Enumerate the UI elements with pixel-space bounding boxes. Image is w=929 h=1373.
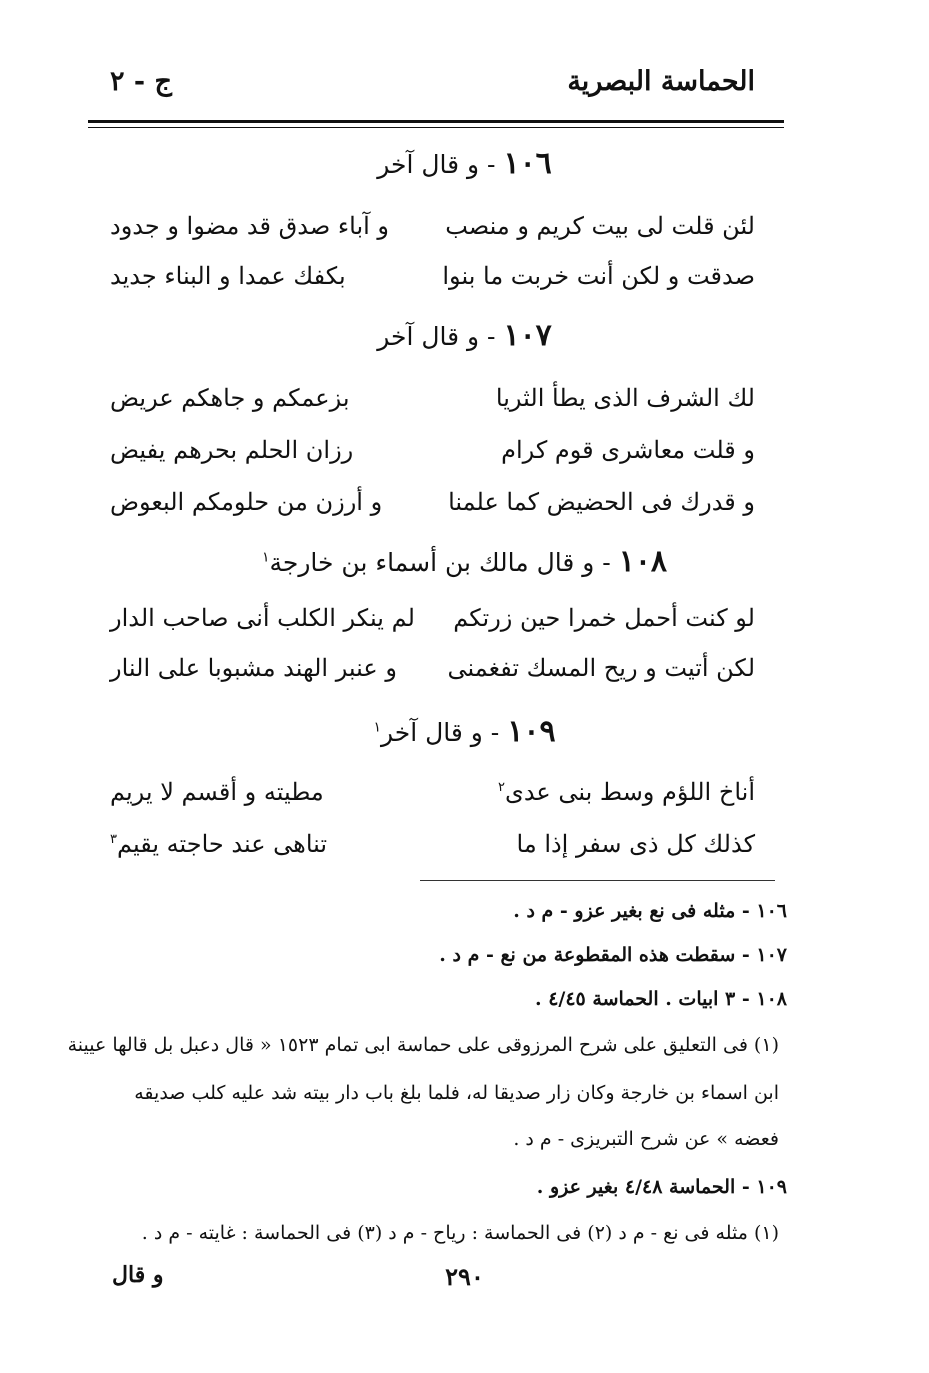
- verse-row: [110, 830, 755, 870]
- footnote-109-refs: (١) مثله فى نع - م د (٢) فى الحماسة : رياح - م د (٣) فى الحماسة : غايته - م د .: [141, 1222, 779, 1244]
- poem-number: ١٠٦: [503, 146, 552, 181]
- poem-heading-text: - و قال مالك بن أسماء بن خارجة: [269, 548, 611, 577]
- verse-first-hemistich: صدقت و لكن أنت خربت ما بنوا: [442, 262, 755, 290]
- poem-heading-106: [0, 146, 929, 181]
- footnote-106: ١٠٦ - مثله فى نع بغير عزو - م د .: [513, 900, 787, 922]
- page-header: [110, 62, 755, 106]
- verse-second-hemistich: و عنبر الهند مشبوبا على النار: [110, 654, 397, 682]
- verse-second-hemistich: رزان الحلم بحرهم يفيض: [110, 436, 354, 464]
- verse-first-hemistich: لو كنت أحمل خمرا حين زرتكم: [453, 604, 755, 632]
- verse-second-hemistich: مطيته و أقسم لا يريم: [110, 778, 324, 806]
- footnote-108-1-line: (١) فى التعليق على شرح المرزوقى على حماسة ابى تمام ١٥٢٣ « قال دعبل بل قالها عيينة: [67, 1034, 779, 1056]
- footnote-ref: ٢: [498, 780, 506, 795]
- verse-row: [110, 488, 755, 528]
- poem-heading-text: - و قال آخر: [377, 322, 496, 351]
- footnote-107: ١٠٧ - سقطت هذه المقطوعة من نع - م د .: [439, 944, 787, 966]
- verse-first-hemistich: لكن أتيت و ريح المسك تفغمنى: [447, 654, 755, 682]
- poem-heading-text: - و قال آخر: [377, 150, 496, 179]
- verse-second-hemistich: لم ينكر الكلب أنى صاحب الدار: [110, 604, 415, 632]
- verse-first-hemistich: و قدرك فى الحضيض كما علمنا: [448, 488, 755, 516]
- poem-heading-108: [0, 544, 929, 579]
- footnote-ref: ١: [373, 719, 381, 736]
- verse-first-hemistich: لئن قلت لى بيت كريم و منصب: [445, 212, 755, 240]
- verse-row: [110, 436, 755, 476]
- verse-second-hemistich: [110, 830, 327, 858]
- poem-number: ١٠٧: [503, 318, 552, 353]
- verse-second-hemistich: بكفك عمدا و البناء جديد: [110, 262, 346, 290]
- verse-row: [110, 778, 755, 818]
- footnote-108-1-line: ابن اسماء بن خارجة وكان زار صديقا له، فلما بلغ باب دار بيته شد عليه كلب صديقه: [134, 1082, 779, 1104]
- page-number: ٢٩٠: [445, 1262, 484, 1291]
- verse-row: [110, 212, 755, 252]
- poem-number: ١٠٩: [507, 714, 556, 749]
- poem-number: ١٠٨: [618, 544, 668, 579]
- footnote-109: ١٠٩ - الحماسة ٤/٤٨ بغير عزو .: [536, 1176, 787, 1198]
- hemistich-text: أناخ اللؤم وسط بنى عدى: [505, 778, 755, 806]
- verse-second-hemistich: و آباء صدق قد مضوا و جدود: [110, 212, 390, 240]
- volume-label: ج - ٢: [110, 66, 172, 97]
- poem-heading-109: [0, 714, 929, 749]
- verse-row: [110, 384, 755, 424]
- footnote-108: ١٠٨ - ٣ ابيات . الحماسة ٤/٤٥ .: [534, 988, 787, 1010]
- hemistich-text: تناهى عند حاجته يقيم: [116, 830, 328, 858]
- running-title: الحماسة البصرية: [567, 66, 755, 97]
- header-rule-thick: [88, 120, 784, 123]
- header-rule-thin: [88, 127, 784, 128]
- verse-row: [110, 262, 755, 302]
- poem-heading-text: - و قال آخر: [380, 718, 500, 747]
- catchword: و قال: [112, 1262, 164, 1288]
- poem-heading-107: [0, 318, 929, 353]
- verse-first-hemistich: كذلك كل ذى سفر إذا ما: [516, 830, 755, 858]
- verse-row: [110, 654, 755, 694]
- footnote-separator: [420, 880, 775, 881]
- footnote-ref: ١: [261, 549, 270, 566]
- verse-first-hemistich: لك الشرف الذى يطأ الثريا: [495, 384, 755, 412]
- verse-first-hemistich: [498, 778, 755, 806]
- verse-second-hemistich: بزعمكم و جاهكم عريض: [110, 384, 350, 412]
- footnote-ref: ٣: [110, 832, 117, 847]
- verse-row: [110, 604, 755, 644]
- verse-first-hemistich: و قلت معاشرى قوم كرام: [501, 436, 755, 464]
- footnote-108-1-line: فعضه » عن شرح التبريزى - م د .: [513, 1128, 779, 1150]
- verse-second-hemistich: و أرزن من حلومكم البعوض: [110, 488, 383, 516]
